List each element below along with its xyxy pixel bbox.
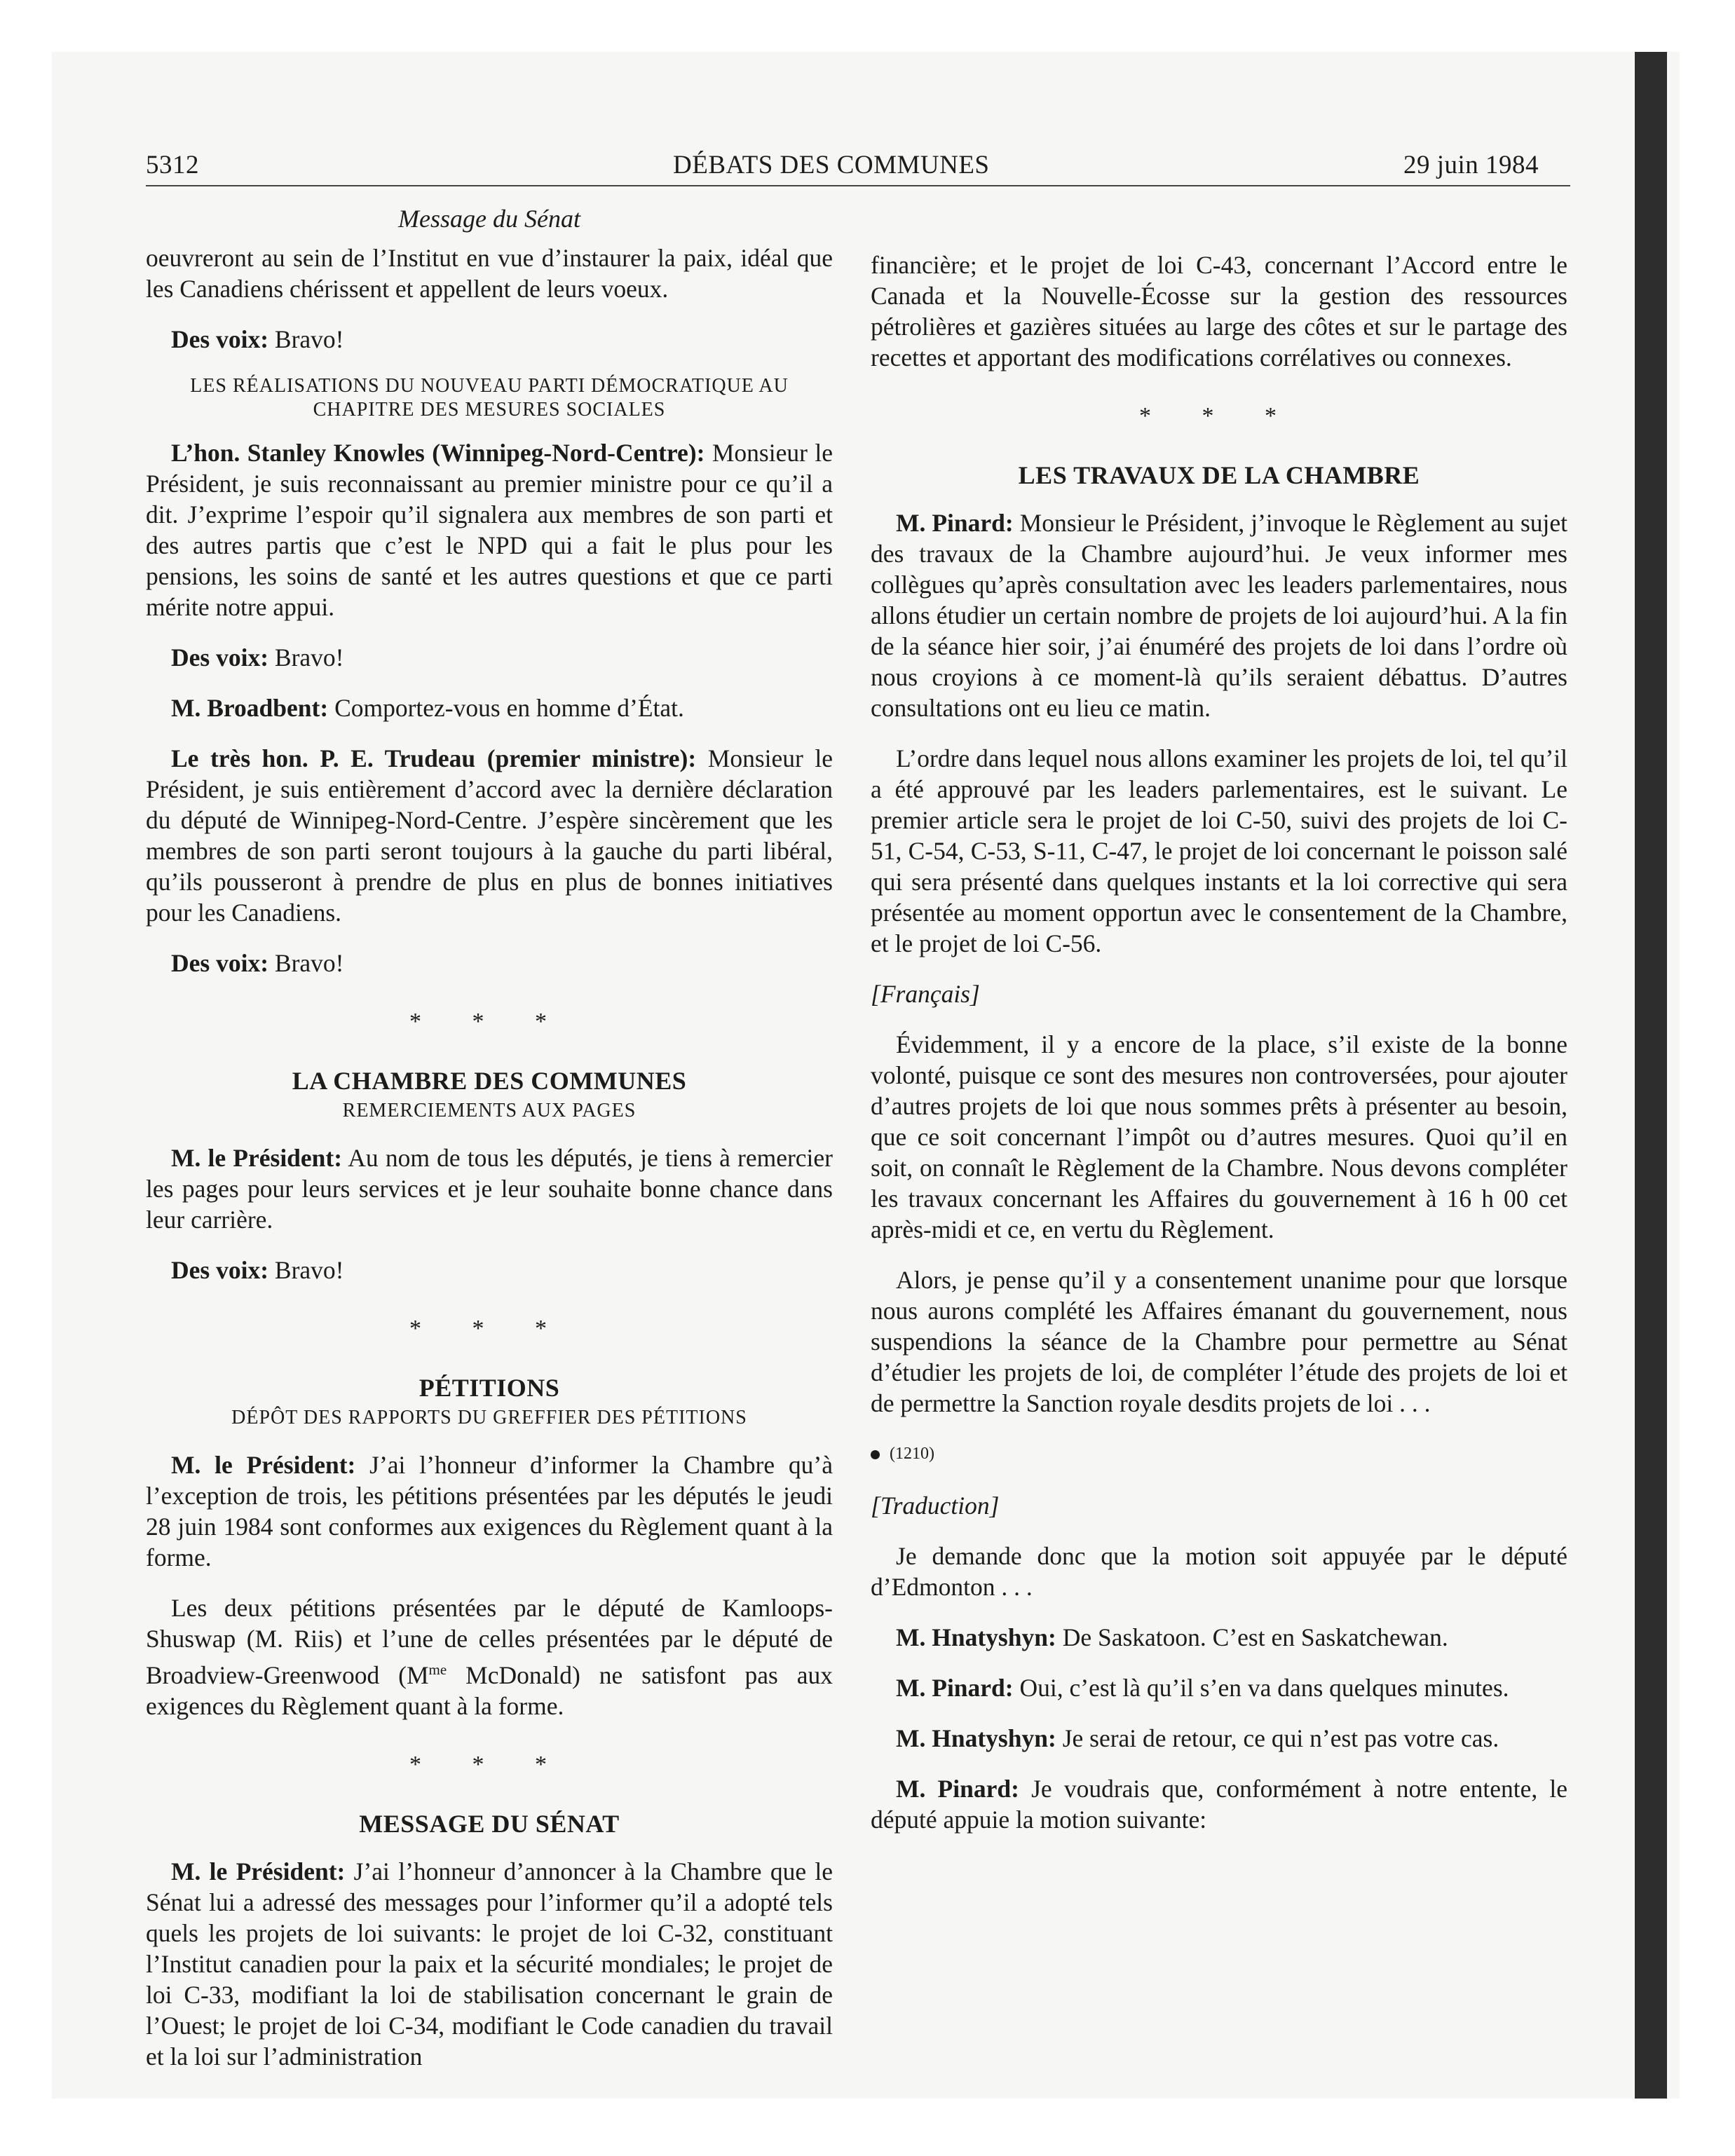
speaker-name: M. Pinard: — [896, 509, 1014, 537]
speech — [146, 692, 833, 723]
section-heading: LA CHAMBRE DES COMMUNES — [292, 1067, 687, 1095]
speech-text: Monsieur le Président, je suis reconnaissant au premier ministre pour ce qu’il a dit. J’exprime l’espoir qu’il signalera aux membres de son parti et des autres partis que c’est le NPD qui a fait le plus pour les pensions, les soins de santé et les autres questions et que ce parti mérite notre appui. — [146, 439, 833, 621]
speech — [871, 1773, 1567, 1835]
left-column — [146, 203, 833, 2092]
page-title: DÉBATS DES COMMUNES — [673, 151, 990, 179]
subheading-line: CHAPITRE DES MESURES SOCIALES — [313, 399, 666, 421]
speech — [871, 1622, 1567, 1653]
interjection — [146, 948, 833, 978]
speech-text: J’ai l’honneur d’informer la Chambre qu’à l’exception de trois, les pétitions présentées par les députés le jeudi 28 juin 1984 sont conformes aux exigences du Règlement quant à la forme. — [146, 1451, 833, 1571]
time-marker — [871, 1438, 1567, 1469]
interjection — [146, 642, 833, 673]
section-heading: PÉTITIONS — [419, 1374, 560, 1402]
speech — [146, 1449, 833, 1573]
speaker-name: M. le Président: — [171, 1144, 343, 1172]
speech-text: Comportez-vous en homme d’État. — [334, 694, 684, 722]
page-number: 5312 — [146, 151, 199, 179]
section-separator: * * * — [409, 1751, 569, 1778]
speech-text: Bravo! — [274, 1256, 344, 1284]
subheading — [146, 374, 833, 422]
speaker-name: Des voix: — [171, 325, 269, 353]
speaker-name: M. le Président: — [171, 1451, 356, 1479]
subheading: REMERCIEMENTS AUX PAGES — [342, 1100, 637, 1121]
speech — [871, 507, 1567, 723]
paragraph: oeuvreront au sein de l’Institut en vue d’instaurer la paix, idéal que les Canadiens chérissent et appellent de leurs voeux. — [146, 244, 833, 303]
superscript: me — [428, 1661, 447, 1678]
speech — [146, 437, 833, 622]
speaker-name: M. le Président: — [171, 1857, 346, 1885]
paragraph — [146, 1592, 833, 1721]
speech — [146, 1142, 833, 1235]
speech-text: Au nom de tous les députés, je tiens à remercier les pages pour leurs services et je leur souhaite bonne chance dans leur carrière. — [146, 1144, 834, 1234]
speech-text: Oui, c’est là qu’il s’en va dans quelques minutes. — [1019, 1674, 1509, 1702]
speech — [871, 1723, 1567, 1754]
interjection — [146, 324, 833, 355]
language-marker: [Traduction] — [871, 1492, 1000, 1520]
paragraph: Évidemment, il y a encore de la place, s’il existe de la bonne volonté, puisque ce sont des mesures non controversées, pour ajouter d’autres projets de loi que nous sommes prêts à présenter au besoin, que ce soit concernant l’impôt ou d’autres mesures. Quoi qu’il en soit, on connaît le Règlement de la Chambre. Nous devons compléter les travaux concernant les Affaires du gouvernement à 16 h 00 cet après-midi et ce, en vertu du Règlement. — [871, 1030, 1567, 1243]
section-heading: LES TRAVAUX DE LA CHAMBRE — [1018, 461, 1420, 489]
speaker-name: M. Pinard: — [896, 1674, 1014, 1702]
paragraph: L’ordre dans lequel nous allons examiner les projets de loi, tel qu’il a été approuvé par les leaders parlementaires, est le suivant. Le premier article sera le projet de loi C-50, suivi des projets de loi C-51, C-54, C-53, S-11, C-47, le projet de loi concernant le poisson salé qui sera présenté dans quelques instants et la loi corrective qui sera présentée au moment opportun avec le consentement de la Chambre, et le projet de loi C-56. — [871, 744, 1567, 957]
section-heading: MESSAGE DU SÉNAT — [359, 1809, 620, 1838]
section-separator: * * * — [409, 1009, 569, 1035]
paragraph: financière; et le projet de loi C-43, concernant l’Accord entre le Canada et la Nouvelle-Écosse sur la gestion des ressources pétrolières et gazières situées au large des côtes et sur le partage des recettes et apportant des modifications corrélatives ou connexes. — [871, 251, 1567, 371]
page-date: 29 juin 1984 — [1403, 151, 1539, 179]
interjection — [146, 1255, 833, 1285]
speech-text: Bravo! — [274, 643, 344, 671]
section-separator: * * * — [1139, 403, 1299, 429]
subheading-line: LES RÉALISATIONS DU NOUVEAU PARTI DÉMOCRATIQUE AU — [190, 375, 789, 397]
scan-edge-shadow — [1635, 52, 1667, 2099]
speaker-name: M. Pinard: — [896, 1775, 1019, 1803]
speech-text: Monsieur le Président, je suis entièrement d’accord avec la dernière déclaration du député de Winnipeg-Nord-Centre. J’espère sincèrement que les membres de son parti seront toujours à la gauche du parti libéral, qu’ils pousseront à prendre de plus en plus de bonnes initiatives pour les Canadiens. — [146, 744, 833, 927]
speech — [146, 743, 833, 928]
paragraph: Je demande donc que la motion soit appuyée par le député d’Edmonton . . . — [871, 1542, 1567, 1601]
speech-text: Bravo! — [274, 325, 344, 353]
speech-text: J’ai l’honneur d’annoncer à la Chambre que le Sénat lui a adressé des messages pour l’informer qu’il a adopté tels quels les projets de loi suivants: le projet de loi C-32, constituant l’Institut canadien pour la paix et la sécurité mondiales; le projet de loi C-33, modifiant la loi de stabilisation concernant le grain de l’Ouest; le projet de loi C-34, modifiant le Code canadien du travail et la loi sur l’administration — [146, 1857, 834, 2070]
speech-text: Monsieur le Président, j’invoque le Règlement au sujet des travaux de la Chambre aujourd’hui. Je veux informer mes collègues qu’après consultation avec les leaders parlementaires, nous allons étudier un certain nombre de projets de loi aujourd’hui. A la fin de la séance hier soir, j’ai énuméré des projets de loi dans l’ordre où nous croyions à ce moment-là qu’ils seraient débattus. D’autres consultations ont eu lieu ce matin. — [871, 509, 1568, 722]
right-column — [871, 250, 1567, 1855]
speaker-name: Des voix: — [171, 1256, 269, 1284]
speaker-name: M. Hnatyshyn: — [896, 1724, 1056, 1752]
subheading: DÉPÔT DES RAPPORTS DU GREFFIER DES PÉTITIONS — [231, 1407, 747, 1428]
section-separator: * * * — [409, 1316, 569, 1342]
speaker-name: Le très hon. P. E. Trudeau (premier ministre): — [171, 744, 697, 772]
speech — [146, 1856, 833, 2072]
speech-text: De Saskatoon. C’est en Saskatchewan. — [1062, 1623, 1448, 1651]
bullet-icon — [871, 1450, 880, 1459]
speaker-name: M. Hnatyshyn: — [896, 1623, 1056, 1651]
paragraph: Alors, je pense qu’il y a consentement unanime pour que lorsque nous aurons complété les Affaires émanant du gouvernement, nous suspendions la séance de la Chambre pour permettre au Sénat d’étudier les projets de loi, de compléter l’étude des projets de loi et de permettre la Sanction royale desdits projets de loi . . . — [871, 1266, 1567, 1417]
speaker-name: L’hon. Stanley Knowles (Winnipeg-Nord-Centre): — [171, 439, 705, 467]
speech-text: Je serai de retour, ce qui n’est pas votre cas. — [1062, 1724, 1499, 1752]
language-marker: [Français] — [871, 980, 980, 1008]
speech-text: Je voudrais que, conformément à notre entente, le député appuie la motion suivante: — [871, 1775, 1567, 1834]
speaker-name: Des voix: — [171, 643, 269, 671]
paragraph-text: Les deux pétitions présentées par le député de Kamloops-Shuswap (M. Riis) et l’une de celles présentées par le député de Broadview-Greenwood (M — [146, 1594, 833, 1689]
paragraph-text: McDonald) ne satisfont pas aux exigences du Règlement quant à la forme. — [146, 1660, 833, 1720]
speech — [871, 1672, 1567, 1703]
time-text: (1210) — [890, 1445, 934, 1463]
speaker-name: M. Broadbent: — [171, 694, 329, 722]
running-head: Message du Sénat — [398, 205, 580, 233]
speech-text: Bravo! — [274, 949, 344, 977]
speaker-name: Des voix: — [171, 949, 269, 977]
header-rule — [146, 185, 1570, 186]
